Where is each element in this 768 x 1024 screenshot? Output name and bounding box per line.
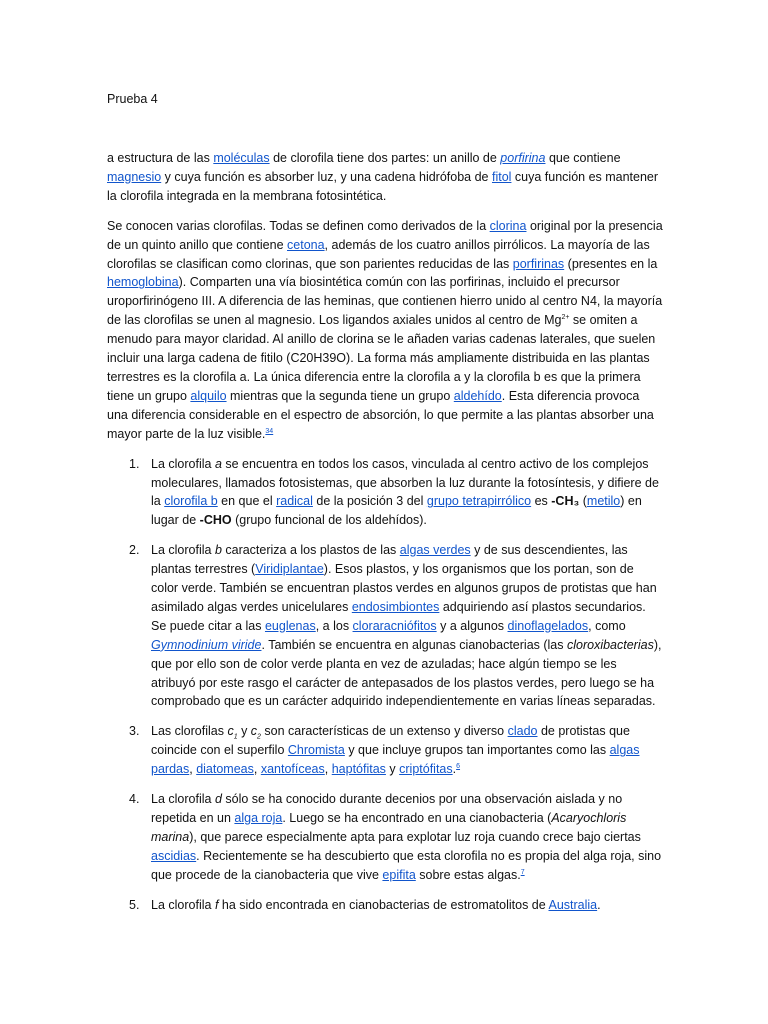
- link-aldehido[interactable]: aldehído: [453, 388, 502, 403]
- text-run: , como: [588, 618, 626, 633]
- chlorophyll-list: [107, 455, 663, 915]
- text-run: se encuentra en todos los casos, vinculada al centro activo de los complejos moleculares, llamados fotosistemas, que absorben la luz durante la fotosíntesis, y difiere de la: [151, 456, 659, 509]
- text-run: (presentes en la: [564, 256, 658, 271]
- paragraph-clorofilas: [107, 217, 663, 444]
- link-clado[interactable]: clado: [507, 724, 538, 739]
- italic-text: a: [214, 456, 222, 471]
- text-run: original por la presencia de un quinto anillo que contiene: [107, 218, 663, 252]
- text-run: (grupo funcional de los aldehídos).: [231, 513, 427, 528]
- link-chromista[interactable]: Chromista: [287, 743, 345, 758]
- document-body: [107, 149, 663, 926]
- list-item: [107, 541, 663, 711]
- list-number: 2.: [129, 543, 140, 558]
- link-clorofila-b[interactable]: clorofila b: [164, 494, 218, 509]
- text-run: en que el: [217, 494, 277, 509]
- link-haptofitas[interactable]: haptófitas: [331, 762, 386, 777]
- text-run: ), que parece especialmente apta para explotar luz roja cuando crece bajo ciertas: [189, 829, 641, 844]
- text-run: ) en lugar de: [151, 494, 642, 528]
- text-run: se omiten a menudo para mayor claridad. Al anillo de clorina se le añaden varias cadenas laterales, que suelen incluir una larga cadena de fitilo (C20H39O). La forma más ampliamente distribuida en las plantas terrestres es la clorofila a. La única diferencia entre la clorofila a y la clorofila b es que la primera tiene un grupo: [107, 313, 656, 403]
- list-number: 1.: [129, 456, 140, 471]
- superscript: 2+: [561, 314, 570, 322]
- link-dinoflagelados[interactable]: dinoflagelados: [507, 618, 589, 633]
- link-algas-verdes[interactable]: algas verdes: [399, 543, 471, 558]
- list-item: [107, 455, 663, 531]
- text-run: y: [237, 724, 251, 739]
- text-run: adquiriendo así plastos secundarios. Se puede citar a las: [151, 599, 646, 633]
- link-alga-roja[interactable]: alga roja: [234, 811, 283, 825]
- text-run: caracteriza a los plastos de las: [221, 543, 400, 558]
- bold-text: -CH₃: [551, 494, 580, 509]
- text-run: ). Comparten una vía biosintética común con las porfirinas, incluido el precursor uroporfirinógeno III. A diferencia de las heminas, que contienen hierro unido al centro N4, la mayoría de las clorofilas se unen al magnesio. Los ligandos axiales unidos al centro de Mg: [107, 275, 663, 328]
- document-title: Prueba 4: [107, 92, 158, 106]
- link-australia[interactable]: Australia: [548, 897, 598, 912]
- text-run: Se conocen varias clorofilas. Todas se definen como derivados de la: [107, 218, 490, 233]
- paragraph-structure: [107, 149, 663, 206]
- text-run: es: [531, 494, 552, 509]
- text-run: . También se encuentra en algunas cianobacterias (las: [261, 637, 567, 652]
- link-clorina[interactable]: clorina: [489, 218, 527, 233]
- text-run: sobre estas algas.: [415, 867, 521, 882]
- link-algas-pardas[interactable]: algas pardas: [151, 743, 640, 777]
- text-run: . Esta diferencia provoca una diferencia considerable en el espectro de absorción, lo que permite a las plantas absorber una mayor parte de la luz visible.: [107, 388, 654, 441]
- link-viridiplantae[interactable]: Viridiplantae: [255, 562, 324, 577]
- italic-text: d: [214, 792, 222, 807]
- text-run: y que incluye grupos tan importantes como las: [344, 743, 610, 758]
- link-endosimbiontes[interactable]: endosimbiontes: [351, 599, 440, 614]
- reference-link[interactable]: 34: [265, 427, 274, 435]
- bold-text: -CHO: [199, 513, 232, 528]
- link-metilo[interactable]: metilo: [586, 494, 621, 509]
- text-run: ha sido encontrada en cianobacterias de estromatolitos de: [218, 897, 549, 912]
- text-run: La clorofila: [151, 897, 215, 912]
- list-item: [107, 790, 663, 885]
- list-number: 3.: [129, 724, 140, 739]
- text-run: ,: [253, 762, 261, 777]
- text-run: sólo se ha conocido durante decenios por una observación aislada y no repetida en un: [151, 792, 623, 825]
- link-cloraracniofitos[interactable]: cloraracniófitos: [352, 618, 437, 633]
- italic-text: c: [227, 724, 234, 739]
- list-number: 4.: [129, 792, 140, 807]
- text-run: (: [579, 494, 587, 509]
- text-run: , además de los cuatro anillos pirrólicos. La mayoría de las clorofilas se clasifican como clorinas, que son parientes reducidas de las: [107, 237, 650, 271]
- text-run: son características de un extenso y diverso: [260, 724, 508, 739]
- text-run: de clorofila tiene dos partes: un anillo de: [269, 151, 501, 165]
- text-run: y cuya función es absorber luz, y una cadena hidrófoba de: [161, 169, 492, 184]
- text-run: , a los: [315, 618, 353, 633]
- link-porfirina[interactable]: porfirina: [500, 151, 546, 165]
- text-run: a estructura de las: [107, 151, 214, 165]
- reference-link[interactable]: 6: [456, 763, 461, 771]
- link-porfirinas[interactable]: porfirinas: [512, 256, 565, 271]
- link-cetona[interactable]: cetona: [287, 237, 325, 252]
- link-magnesio[interactable]: magnesio: [107, 169, 162, 184]
- text-run: y: [385, 762, 400, 777]
- link-xantoficeas[interactable]: xantofíceas: [260, 762, 325, 777]
- text-run: de la posición 3 del: [312, 494, 427, 509]
- subscript: 1: [233, 733, 238, 741]
- text-run: mientras que la segunda tiene un grupo: [226, 388, 454, 403]
- text-run: que contiene: [545, 151, 621, 165]
- reference-link[interactable]: 7: [520, 868, 525, 876]
- text-run: ), que por ello son de color verde planta en vez de azuladas; hace algún tiempo se les atribuyó por este rasgo el carácter de antepasados de los plastos verdes, pero luego se ha comprobado que es un carácter adquirido independientemente en varias líneas separadas.: [151, 637, 662, 709]
- text-run: La clorofila: [151, 456, 215, 471]
- italic-text: f: [214, 897, 219, 912]
- text-run: .: [597, 897, 601, 912]
- link-ascidias[interactable]: ascidias: [151, 848, 197, 863]
- italic-text: Acaryochloris marina: [151, 811, 627, 844]
- link-hemoglobina[interactable]: hemoglobina: [107, 275, 179, 290]
- text-run: .: [452, 762, 457, 777]
- list-number: 5.: [129, 897, 140, 912]
- link-euglenas[interactable]: euglenas: [264, 618, 316, 633]
- link-moleculas[interactable]: moléculas: [213, 151, 270, 165]
- text-run: y a algunos: [436, 618, 508, 633]
- link-diatomeas[interactable]: diatomeas: [196, 762, 254, 777]
- link-gymnodinium-viride[interactable]: Gymnodinium viride: [151, 637, 262, 652]
- subscript: 2: [257, 733, 261, 741]
- link-radical[interactable]: radical: [276, 494, 313, 509]
- link-alquilo[interactable]: alquilo: [190, 388, 227, 403]
- link-grupo-tetrapirrolico[interactable]: grupo tetrapirrólico: [426, 494, 532, 509]
- text-run: . Luego se ha encontrado en una cianobacteria (: [282, 811, 552, 825]
- text-run: ,: [324, 762, 332, 777]
- italic-text: c: [250, 724, 258, 739]
- link-epifita[interactable]: epifita: [382, 867, 416, 882]
- text-run: y de sus descendientes, las plantas terrestres (: [151, 543, 628, 577]
- text-run: La clorofila: [151, 543, 215, 558]
- text-run: de protistas que coincide con el superfilo: [151, 724, 630, 758]
- link-criptofitas[interactable]: criptófitas: [399, 762, 453, 777]
- text-run: ). Esos plastos, y los organismos que los portan, son de color verde. También se encuentran plastos verdes en algunos grupos de protistas que han asimilado algas verdes unicelulares: [151, 562, 657, 614]
- link-fitol[interactable]: fitol: [491, 169, 512, 184]
- text-run: La clorofila: [151, 792, 215, 807]
- list-item: [107, 722, 663, 779]
- text-run: ,: [189, 762, 197, 777]
- text-run: . Recientemente se ha descubierto que esta clorofila no es propia del alga roja, sino que procede de la cianobacteria que vive: [151, 848, 662, 882]
- text-run: Las clorofilas: [151, 724, 228, 739]
- list-item: [107, 896, 663, 915]
- italic-text: cloroxibacterias: [566, 637, 654, 652]
- text-run: cuya función es mantener la clorofila integrada en la membrana fotosintética.: [107, 169, 659, 203]
- italic-text: b: [214, 543, 222, 558]
